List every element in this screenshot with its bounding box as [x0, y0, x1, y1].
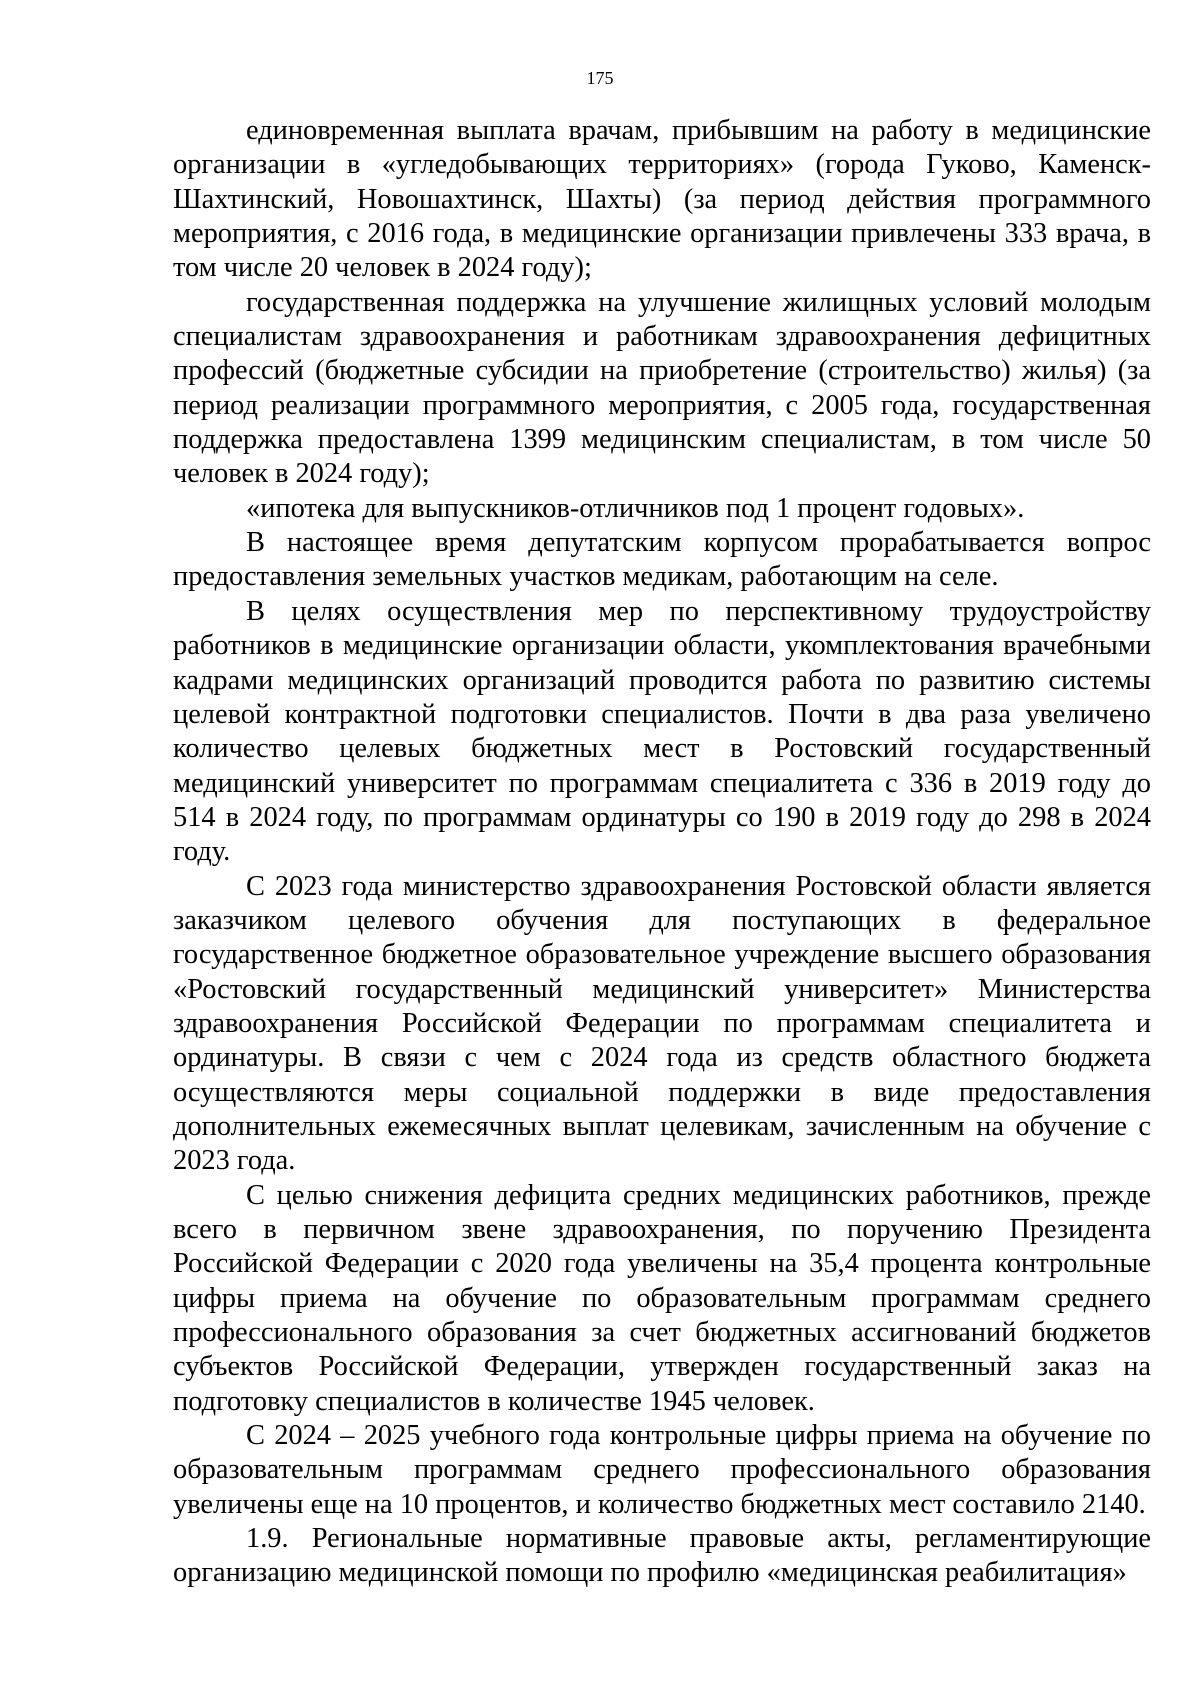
paragraph-nursing-staff: С целью снижения дефицита средних медицинских работников, прежде всего в первичном звене здравоохранения, по поручению Президента Российской Федерации с 2020 года увеличены на 35,4 процента контрольные цифры приема на обучение по образовательным программам среднего профессионального образования за счет бюджетных ассигнований бюджетов субъектов Российской Федерации, утвержден государственный заказ на подготовку специалистов в количестве 1945 человек. [173, 1179, 1151, 1417]
paragraph-admission-increase: С 2024 – 2025 учебного года контрольные цифры приема на обучение по образовательным программам среднего профессионального образования увеличены еще на 10 процентов, и количество бюджетных мест составило 2140. [173, 1420, 1151, 1520]
paragraph-ministry-customer: С 2023 года министерство здравоохранения Ростовской области является заказчиком целевого обучения для поступающих в федеральное государственное бюджетное образовательное учреждение высшего образования «Ростовский государственный медицинский университет» Министерства здравоохранения Российской Федерации по программам специалитета и ординатуры. В связи с чем с 2024 года из средств областного бюджета осуществляются меры социальной поддержки в виде предоставления дополнительных ежемесячных выплат целевикам, зачисленным на обучение с 2023 года. [173, 870, 1151, 1177]
page-number: 175 [586, 68, 614, 88]
paragraph-payment-doctors: единовременная выплата врачам, прибывшим на работу в медицинские организации в «угледобывающих территориях» (города Гуково, Каменск-Шахтинский, Новошахтинск, Шахты) (за период действия программного мероприятия, с 2016 года, в медицинские организации привлечены 333 врача, в том числе 20 человек в 2024 году); [173, 115, 1151, 284]
paragraph-targeted-training: В целях осуществления мер по перспективному трудоустройству работников в медицинские организации области, укомплектования врачебными кадрами медицинских организаций проводится работа по развитию системы целевой контрактной подготовки специалистов. Почти в два раза увеличено количество целевых бюджетных мест в Ростовский государственный медицинский университет по программам специалитета с 336 в 2019 году до 514 в 2024 году, по программам ординатуры со 190 в 2019 году до 298 в 2024 году. [173, 595, 1151, 868]
paragraph-section-1-9: 1.9. Региональные нормативные правовые акты, регламентирующие организацию медицинской помощи по профилю «медицинская реабилитация» [173, 1523, 1151, 1589]
paragraph-housing-support: государственная поддержка на улучшение жилищных условий молодым специалистам здравоохранения и работникам здравоохранения дефицитных профессий (бюджетные субсидии на приобретение (строительство) жилья) (за период реализации программного мероприятия, с 2005 года, государственная поддержка предоставлена 1399 медицинским специалистам, в том числе 50 человек в 2024 году); [173, 286, 1151, 490]
paragraph-land-plots: В настоящее время депутатским корпусом прорабатывается вопрос предоставления земельных участков медикам, работающим на селе. [173, 527, 1151, 593]
paragraph-mortgage: «ипотека для выпускников-отличников под 1 процент годовых». [246, 492, 1025, 524]
document-body [173, 114, 1151, 1591]
